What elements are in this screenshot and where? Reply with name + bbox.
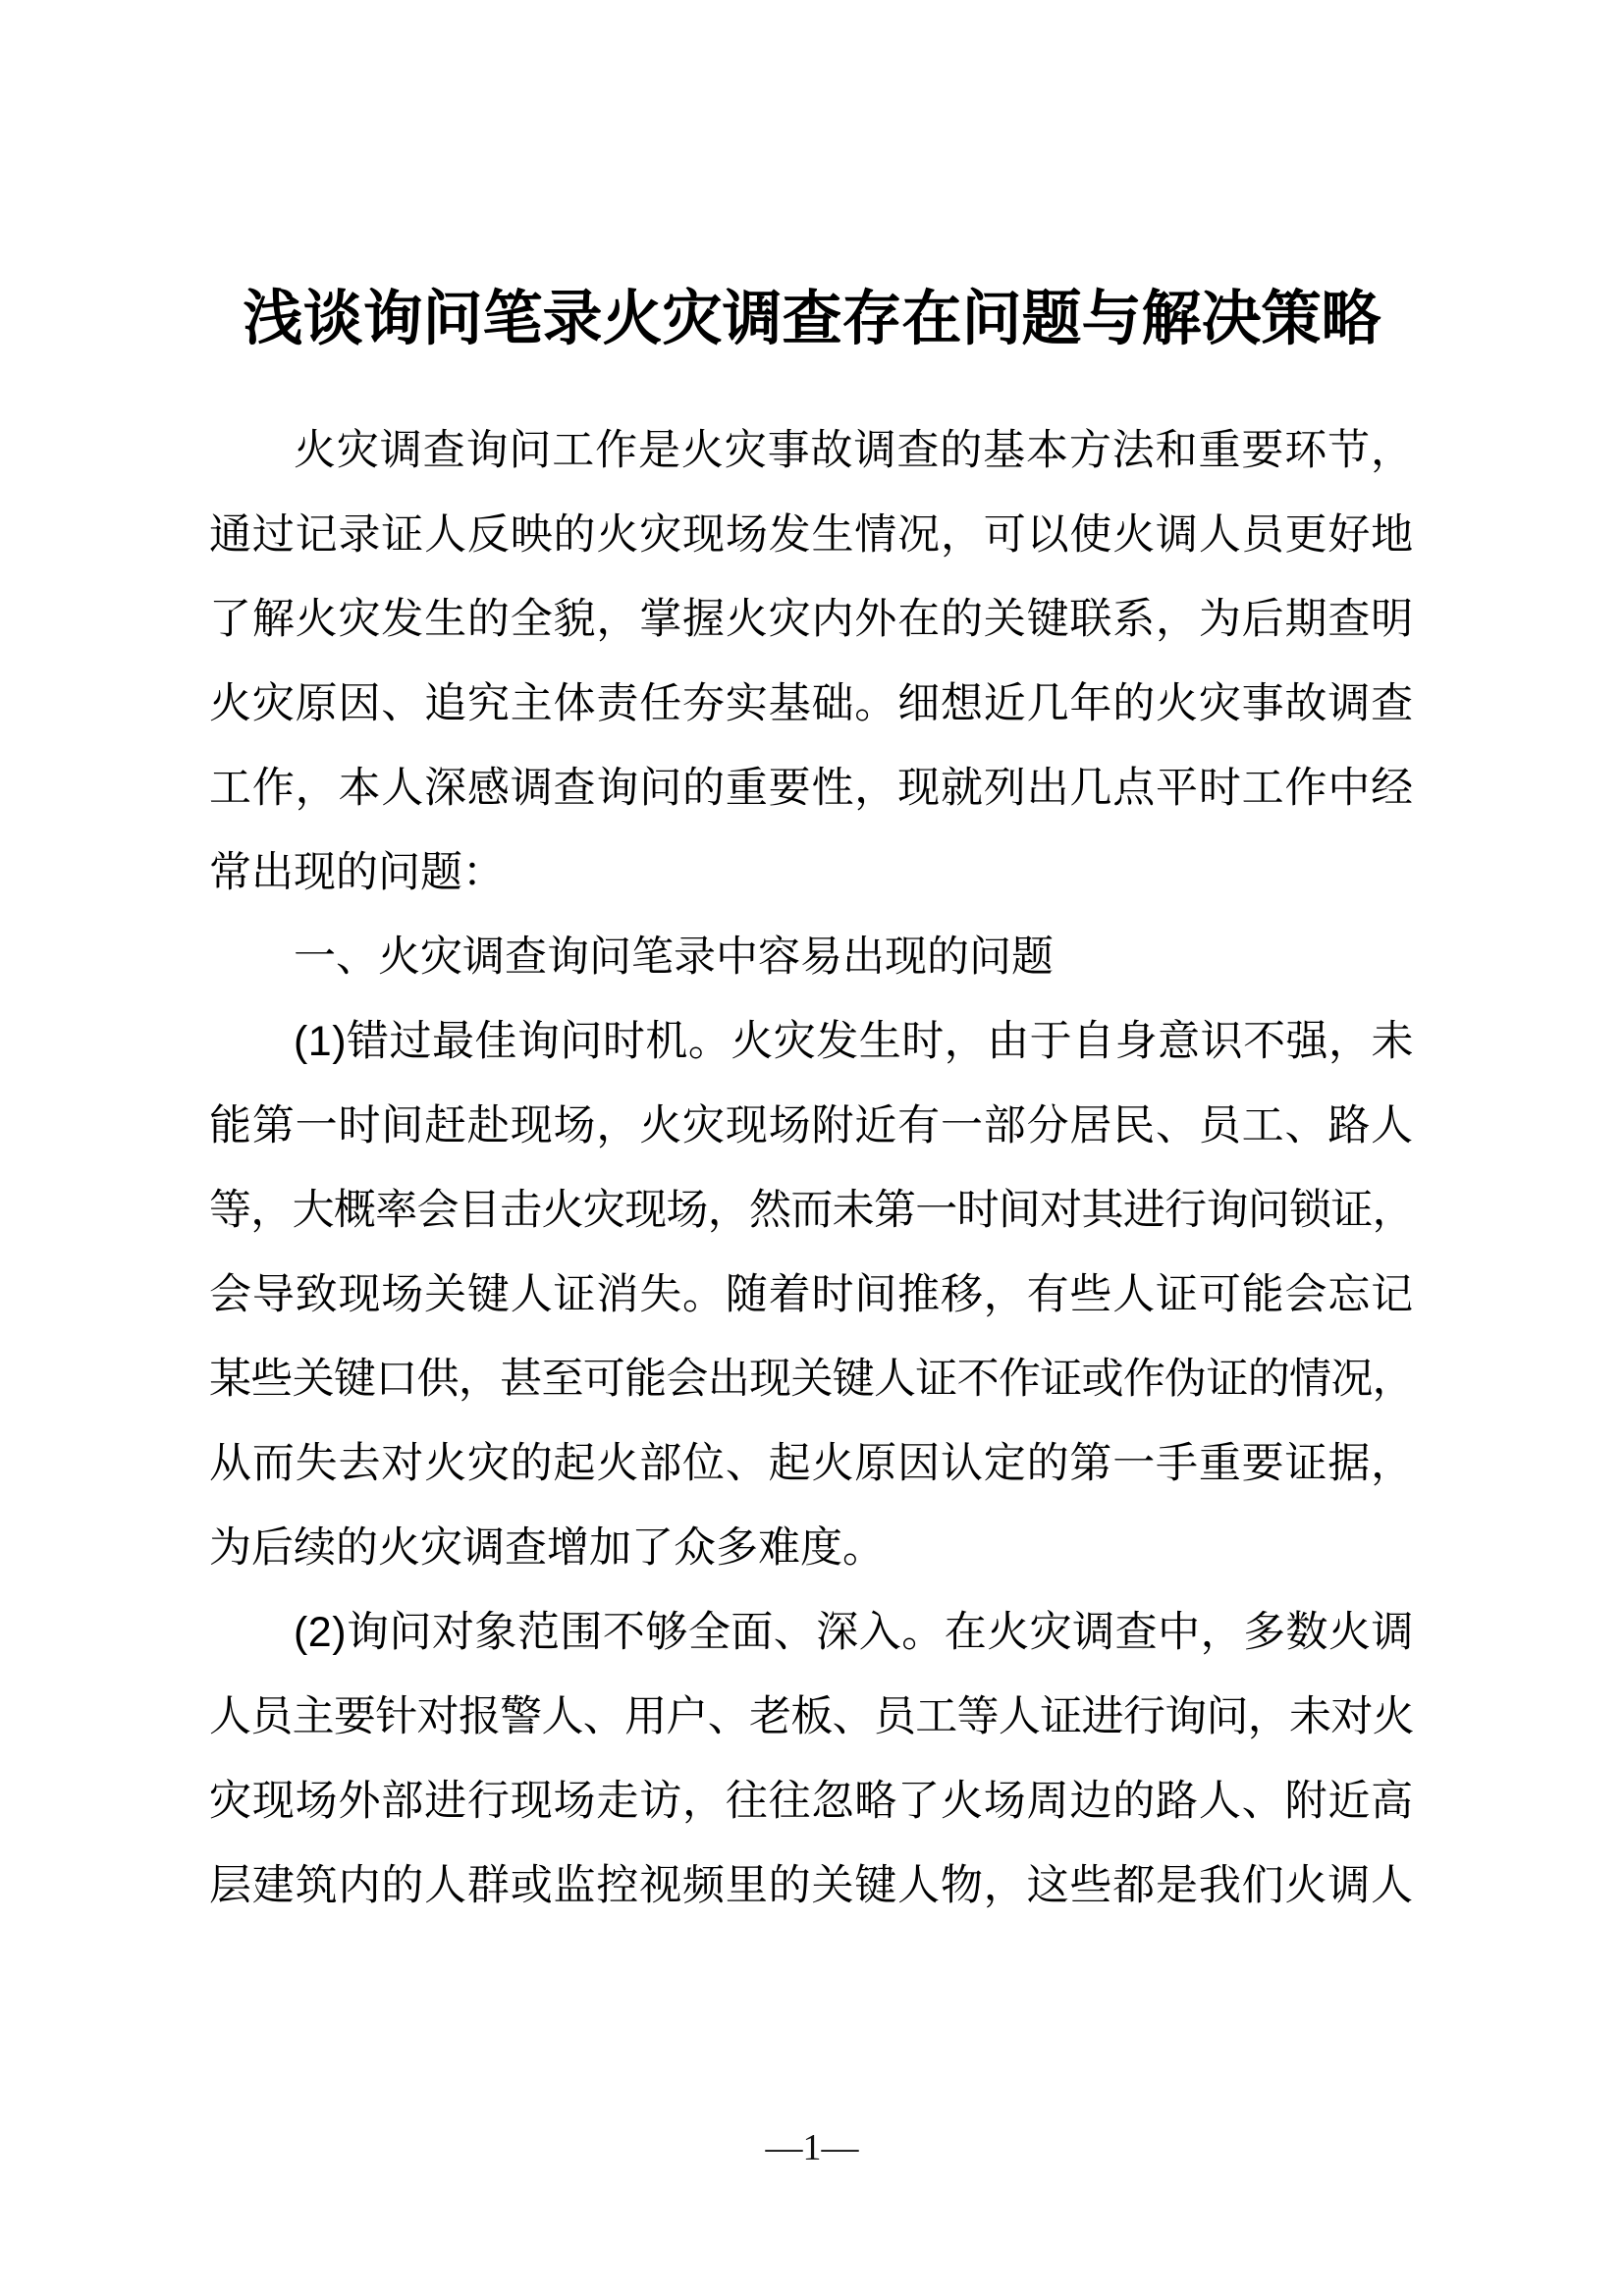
text-line: 会导致现场关键人证消失。随着时间推移，有些人证可能会忘记 — [209, 1271, 1414, 1318]
text-line: 工作，本人深感调查询问的重要性，现就列出几点平时工作中经 — [209, 765, 1414, 812]
text-line: 从而失去对火灾的起火部位、起火原因认定的第一手重要证据， — [209, 1440, 1414, 1487]
text-line: (1)错过最佳询问时机。火灾发生时，由于自身意识不强，未 — [294, 1018, 1414, 1065]
document-body — [209, 408, 1414, 1928]
document-title — [0, 284, 1624, 351]
page-number: —1— — [765, 2127, 859, 2168]
text-line: 能第一时间赶赴现场，火灾现场附近有一部分居民、员工、路人 — [209, 1102, 1414, 1149]
text-line: (2)询问对象范围不够全面、深入。在火灾调查中，多数火调 — [294, 1609, 1414, 1656]
document-title-text: 浅谈询问笔录火灾调查存在问题与解决策略 — [243, 284, 1381, 351]
text-line: 了解火灾发生的全貌，掌握火灾内外在的关键联系，为后期查明 — [209, 596, 1414, 643]
text-line: 层建筑内的人群或监控视频里的关键人物，这些都是我们火调人 — [209, 1862, 1414, 1909]
text-line: 灾现场外部进行现场走访，往往忽略了火场周边的路人、附近高 — [209, 1778, 1414, 1825]
text-line: 等，大概率会目击火灾现场，然而未第一时间对其进行询问锁证， — [209, 1187, 1414, 1234]
text-line: 火灾原因、追究主体责任夯实基础。细想近几年的火灾事故调查 — [209, 680, 1414, 727]
text-line: 某些关键口供，甚至可能会出现关键人证不作证或作伪证的情况， — [209, 1356, 1414, 1403]
text-line: 为后续的火灾调查增加了众多难度。 — [209, 1524, 885, 1572]
text-line: 常出现的问题： — [209, 849, 505, 896]
text-line: 火灾调查询问工作是火灾事故调查的基本方法和重要环节， — [294, 427, 1414, 474]
text-line: 通过记录证人反映的火灾现场发生情况，可以使火调人员更好地 — [209, 511, 1414, 559]
section-heading: 一、火灾调查询问笔录中容易出现的问题 — [294, 934, 1054, 981]
page-footer — [0, 2128, 1624, 2167]
text-line: 人员主要针对报警人、用户、老板、员工等人证进行询问，未对火 — [209, 1693, 1414, 1740]
